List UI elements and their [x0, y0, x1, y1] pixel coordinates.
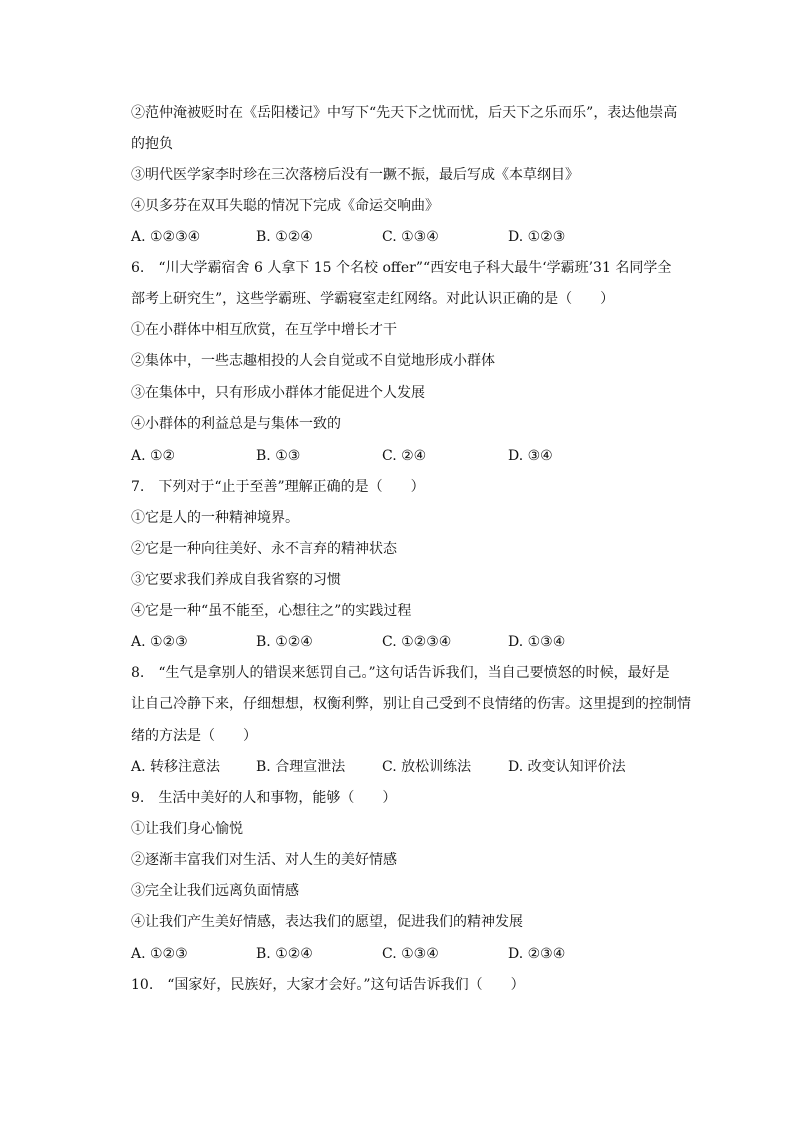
q6-choice-a: A. ①②	[131, 448, 176, 464]
q9-answer-choices	[131, 945, 651, 963]
q7-choice-a: A. ①②③	[131, 634, 188, 650]
q8-choice-b: B. 合理宣泄法	[256, 759, 346, 775]
q5-choice-c: C. ①③④	[382, 229, 439, 245]
q5-option-2-line1: ②范仲淹被贬时在《岳阳楼记》中写下“先天下之忧而忧，后天下之乐而乐”，表达他崇高	[131, 105, 678, 121]
q8-stem-line3: 绪的方法是（ ）	[131, 728, 257, 744]
q6-choice-c: C. ②④	[382, 448, 427, 464]
q9-statement-4: ④让我们产生美好情感，表达我们的愿望，促进我们的精神发展	[131, 914, 523, 930]
q9-statement-3: ③完全让我们远离负面情感	[131, 883, 299, 899]
q5-option-2-line2: 的抱负	[131, 136, 173, 152]
q9-choice-a: A. ①②③	[131, 946, 188, 962]
q5-choice-b: B. ①②④	[256, 229, 313, 245]
q7-choice-b: B. ①②④	[256, 634, 313, 650]
q10-stem: 10. “国家好，民族好，大家才会好。”这句话告诉我们（ ）	[131, 977, 525, 993]
q9-statement-1: ①让我们身心愉悦	[131, 821, 243, 837]
q8-stem-line1: 8. “生气是拿别人的错误来惩罚自己。”这句话告诉我们，当自己要愤怒的时候，最好是	[131, 665, 670, 681]
q7-stem: 7. 下列对于“止于至善”理解正确的是（ ）	[131, 479, 425, 495]
q5-answer-choices	[131, 228, 651, 246]
q8-stem-line2: 让自己冷静下来，仔细想想，权衡利弊，别让自己受到不良情绪的伤害。这里提到的控制情	[131, 696, 691, 712]
q7-statement-2: ②它是一种向往美好、永不言弃的精神状态	[131, 541, 397, 557]
q6-choice-b: B. ①③	[256, 448, 301, 464]
q6-answer-choices	[131, 447, 651, 465]
q9-stem: 9. 生活中美好的人和事物，能够（ ）	[131, 790, 397, 806]
q8-choice-c: C. 放松训练法	[382, 759, 472, 775]
q7-choice-d: D. ①③④	[508, 634, 566, 650]
q5-choice-a: A. ①②③④	[131, 229, 201, 245]
q7-statement-1: ①它是人的一种精神境界。	[131, 510, 299, 526]
q9-choice-c: C. ①③④	[382, 946, 439, 962]
q9-statement-2: ②逐渐丰富我们对生活、对人生的美好情感	[131, 852, 397, 868]
q7-answer-choices	[131, 633, 651, 651]
q6-statement-4: ④小群体的利益总是与集体一致的	[131, 416, 341, 432]
q6-statement-1: ①在小群体中相互欣赏，在互学中增长才干	[131, 322, 397, 338]
q6-choice-d: D. ③④	[508, 448, 553, 464]
q9-choice-d: D. ②③④	[508, 946, 566, 962]
q7-statement-4: ④它是一种“虽不能至，心想往之”的实践过程	[131, 603, 412, 619]
q8-choice-a: A. 转移注意法	[131, 759, 221, 775]
q5-option-3: ③明代医学家李时珍在三次落榜后没有一蹶不振，最后写成《本草纲目》	[131, 167, 579, 183]
q6-stem-line2: 部考上研究生”，这些学霸班、学霸寝室走红网络。对此认识正确的是（ ）	[131, 291, 615, 307]
q5-choice-d: D. ①②③	[508, 229, 566, 245]
q6-stem-line1: 6. “川大学霸宿舍 6 人拿下 15 个名校 offer”“西安电子科大最牛‘学霸班’31 名同学全	[131, 260, 672, 276]
q8-answer-choices	[131, 758, 651, 776]
q7-choice-c: C. ①②③④	[382, 634, 452, 650]
q9-choice-b: B. ①②④	[256, 946, 313, 962]
q5-option-4: ④贝多芬在双耳失聪的情况下完成《命运交响曲》	[131, 198, 439, 214]
q6-statement-2: ②集体中，一些志趣相投的人会自觉或不自觉地形成小群体	[131, 353, 495, 369]
q6-statement-3: ③在集体中，只有形成小群体才能促进个人发展	[131, 385, 425, 401]
q8-choice-d: D. 改变认知评价法	[508, 759, 626, 775]
q7-statement-3: ③它要求我们养成自我省察的习惯	[131, 572, 341, 588]
